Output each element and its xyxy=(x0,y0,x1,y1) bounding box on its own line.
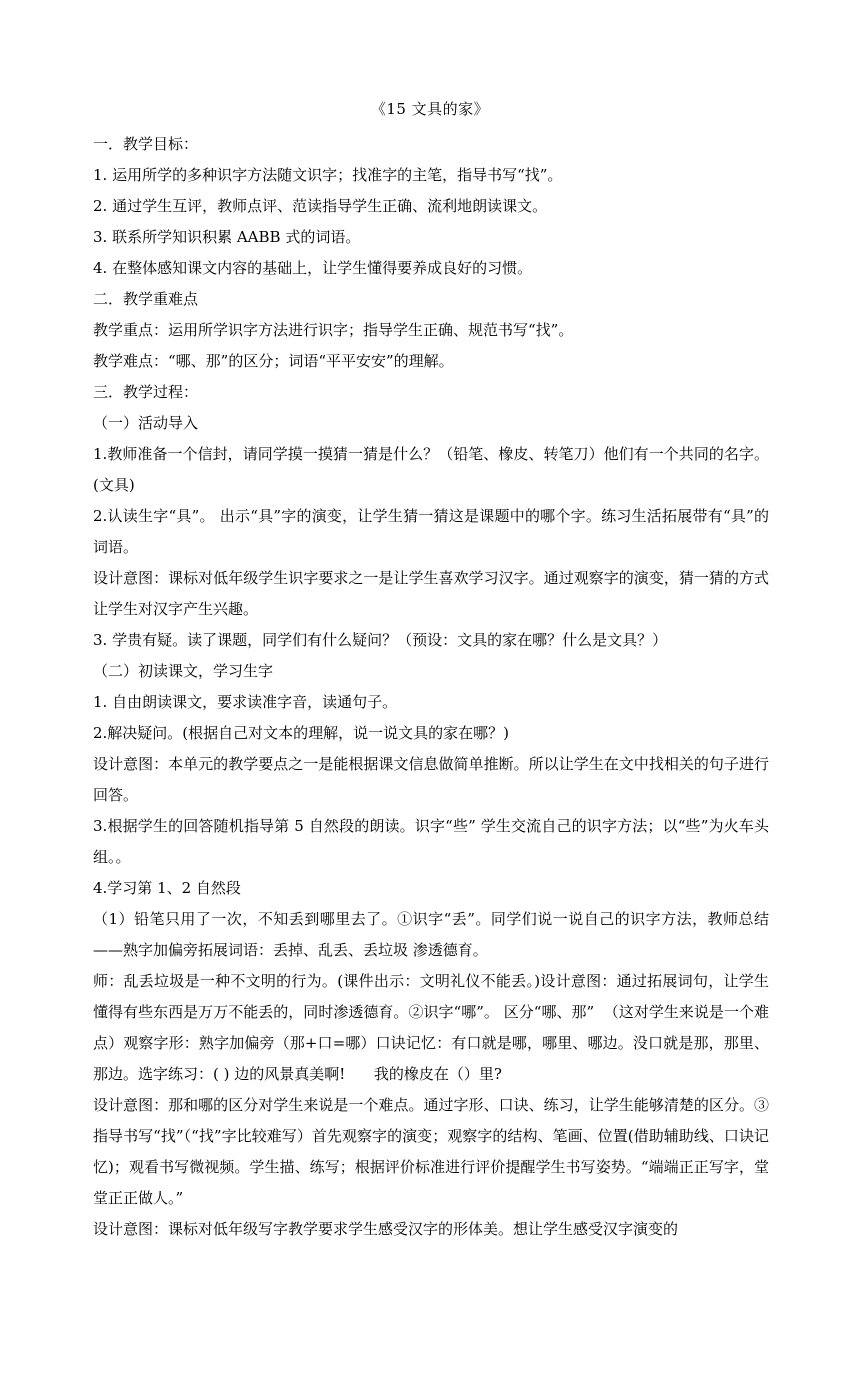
design-intent: 设计意图：课标对低年级学生识字要求之一是让学生喜欢学习汉字。通过观察字的演变，猜一猜的方式让学生对汉字产生兴趣。 xyxy=(93,569,769,618)
intro-step-2: 2.认读生字“具”。 出示“具”字的演变，让学生猜一猜这是课题中的哪个字。练习生活拓展带有“具”的词语。 xyxy=(93,507,769,556)
goal-item-2: 2. 通过学生互评，教师点评、范读指导学生正确、流利地朗读课文。 xyxy=(93,197,548,215)
design-intent: 设计意图：本单元的教学要点之一是能根据课文信息做简单推断。所以让学生在文中找相关的句子进行回答。 xyxy=(93,755,769,804)
reading-substep-1: （1）铅笔只用了一次，不知丢到哪里去了。①识字“丢”。同学们说一说自己的识字方法，教师总结——熟字加偏旁拓展词语：丢掉、乱丢、丢垃圾 渗透德育。 xyxy=(93,910,769,959)
intro-step-3: 3. 学贵有疑。读了课题，同学们有什么疑问？（预设：文具的家在哪？什么是文具？） xyxy=(93,631,668,649)
document-title: 《15 文具的家》 xyxy=(370,100,490,118)
reading-step-2: 2.解决疑问。(根据自己对文本的理解，说一说文具的家在哪？) xyxy=(93,724,510,742)
goal-item-3: 3. 联系所学知识积累 AABB 式的词语。 xyxy=(93,228,361,246)
heading-process: 三．教学过程： xyxy=(93,383,199,401)
reading-step-1: 1. 自由朗读课文，要求读准字音，读通句子。 xyxy=(93,693,398,711)
goal-item-1: 1. 运用所学的多种识字方法随文识字；找准字的主笔，指导书写“找”。 xyxy=(93,166,563,184)
design-intent: 设计意图：课标对低年级写字教学要求学生感受汉字的形体美。想让学生感受汉字演变的 xyxy=(93,1220,679,1238)
subheading-intro: （一）活动导入 xyxy=(93,414,199,432)
heading-key-points: 二．教学重难点 xyxy=(93,290,199,308)
document-body xyxy=(93,129,769,1245)
goal-item-4: 4. 在整体感知课文内容的基础上，让学生懂得要养成良好的习惯。 xyxy=(93,259,533,277)
subheading-first-reading: （二）初读课文，学习生字 xyxy=(93,662,274,680)
reading-step-4: 4.学习第 1、2 自然段 xyxy=(93,879,241,897)
heading-goals: 一．教学目标： xyxy=(93,135,199,153)
intro-step-1: 1.教师准备一个信封，请同学摸一摸猜一猜是什么？（铅笔、橡皮、转笔刀）他们有一个共同的名字。(文具) xyxy=(93,445,769,494)
design-intent: 设计意图：那和哪的区分对学生来说是一个难点。通过字形、口诀、练习，让学生能够清楚的区分。③指导书写“找”（“找”字比较难写）首先观察字的演变；观察字的结构、笔画、位置(借助辅助线、口诀记忆)；观看书写微视频。学生描、练写；根据评价标准进行评价提醒学生书写姿势。“端端正正写字，堂堂正正做人。” xyxy=(93,1096,769,1207)
difficult-point: 教学难点：“哪、那”的区分；词语“平平安安”的理解。 xyxy=(93,352,454,370)
teacher-remark: 师：乱丢垃圾是一种不文明的行为。(课件出示：文明礼仪不能丢。)设计意图：通过拓展词句，让学生懂得有些东西是万万不能丢的，同时渗透德育。②识字“哪”。 区分“哪、那” （这对学生来说是一个难点）观察字形：熟字加偏旁（那+口=哪）口诀记忆：有口就是哪，哪里、哪边。没口就是那，那里、那边。选字练习：( ) 边的风景真美啊! 我的橡皮在（）里? xyxy=(93,972,769,1083)
reading-step-3: 3.根据学生的回答随机指导第 5 自然段的朗读。识字“些” 学生交流自己的识字方法；以“些”为火车头组。。 xyxy=(93,817,769,866)
key-point: 教学重点：运用所学识字方法进行识字；指导学生正确、规范书写“找”。 xyxy=(93,321,574,339)
